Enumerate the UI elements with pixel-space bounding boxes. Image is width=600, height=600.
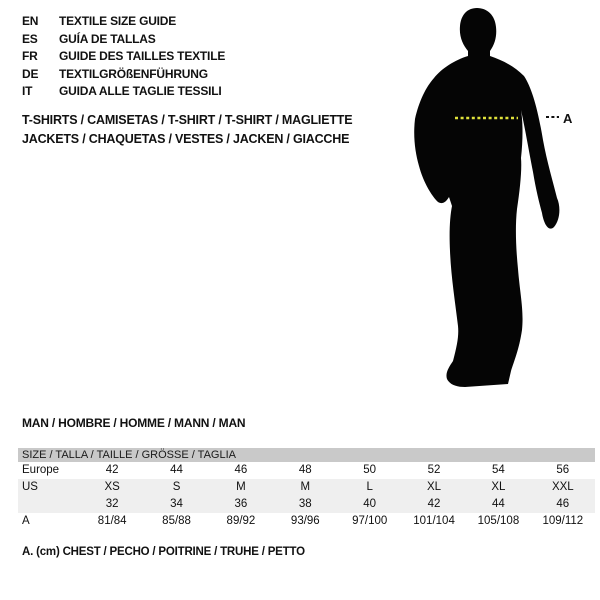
table-cell: XXL bbox=[551, 481, 574, 493]
table-cell: 36 bbox=[234, 498, 248, 510]
man-silhouette bbox=[414, 8, 559, 387]
table-cell: 109/112 bbox=[542, 515, 584, 527]
table-cell: 44 bbox=[492, 498, 505, 510]
table-cell: XS bbox=[104, 481, 120, 493]
language-row bbox=[22, 31, 225, 49]
language-code: FR bbox=[22, 49, 38, 63]
table-cell: S bbox=[172, 481, 181, 493]
language-row bbox=[22, 13, 225, 31]
table-cell: 40 bbox=[363, 498, 377, 510]
table-cell: 46 bbox=[234, 464, 248, 476]
language-label: TEXTILGRÖßENFÜHRUNG bbox=[59, 66, 208, 81]
language-row bbox=[22, 66, 225, 84]
row-label: Europe bbox=[22, 464, 60, 476]
man-silhouette-svg bbox=[405, 0, 600, 400]
table-cell: 52 bbox=[427, 464, 441, 476]
language-label: GUIDA ALLE TAGLIE TESSILI bbox=[59, 84, 222, 98]
product-type-jackets: JACKETS / CHAQUETAS / VESTES / JACKEN / GIACCHE bbox=[22, 132, 350, 146]
section-title-man: MAN / HOMBRE / HOMME / MANN / MAN bbox=[22, 416, 246, 430]
table-cell: 38 bbox=[298, 498, 312, 510]
table-cell: 42 bbox=[427, 498, 441, 510]
language-label: GUÍA DE TALLAS bbox=[59, 31, 156, 46]
table-cell: 93/96 bbox=[290, 515, 320, 527]
table-cell: 85/88 bbox=[162, 515, 191, 527]
table-cell: 50 bbox=[363, 464, 377, 476]
language-row bbox=[22, 83, 225, 101]
language-list bbox=[22, 13, 225, 101]
table-row-numeric bbox=[18, 496, 595, 513]
table-cell: 34 bbox=[170, 498, 183, 510]
table-cell: 89/92 bbox=[226, 515, 256, 527]
table-cell: 56 bbox=[556, 464, 570, 476]
product-type-list bbox=[22, 111, 352, 149]
table-cell: 44 bbox=[170, 464, 183, 476]
row-label: A bbox=[22, 515, 30, 527]
language-code: DE bbox=[22, 66, 39, 81]
language-code: ES bbox=[22, 31, 38, 46]
table-cell: 42 bbox=[105, 464, 119, 476]
size-table bbox=[18, 448, 595, 530]
row-label: US bbox=[22, 481, 38, 493]
size-table-header: SIZE / TALLA / TAILLE / GRÖSSE / TAGLIA bbox=[18, 448, 595, 462]
language-label: TEXTILE SIZE GUIDE bbox=[59, 14, 177, 28]
table-cell: M bbox=[300, 481, 311, 493]
table-cell: 54 bbox=[492, 464, 505, 476]
table-cell: M bbox=[236, 481, 246, 493]
language-label: GUIDE DES TAILLES TEXTILE bbox=[59, 49, 226, 63]
table-cell: XL bbox=[491, 481, 506, 493]
table-cell: 32 bbox=[105, 498, 119, 510]
table-cell: XL bbox=[427, 481, 442, 493]
table-row-chest-a bbox=[18, 513, 595, 530]
table-cell: L bbox=[366, 481, 373, 493]
table-cell: 46 bbox=[556, 498, 570, 510]
man-silhouette-figure bbox=[405, 0, 600, 400]
row-label bbox=[18, 496, 80, 513]
table-cell: 97/100 bbox=[352, 515, 388, 527]
table-cell: 101/104 bbox=[413, 515, 455, 527]
table-row-us bbox=[18, 479, 595, 496]
language-code: IT bbox=[22, 84, 33, 98]
language-row bbox=[22, 48, 225, 66]
table-cell: 105/108 bbox=[477, 515, 520, 527]
measure-label-a: A bbox=[563, 111, 573, 126]
table-cell: 48 bbox=[298, 464, 312, 476]
table-row-europe bbox=[18, 462, 595, 479]
measurement-footnote: A. (cm) CHEST / PECHO / POITRINE / TRUHE / PETTO bbox=[22, 546, 305, 558]
language-code: EN bbox=[22, 14, 39, 28]
product-type-tshirts: T-SHIRTS / CAMISETAS / T-SHIRT / T-SHIRT / MAGLIETTE bbox=[22, 113, 353, 127]
table-cell: 81/84 bbox=[97, 515, 127, 527]
